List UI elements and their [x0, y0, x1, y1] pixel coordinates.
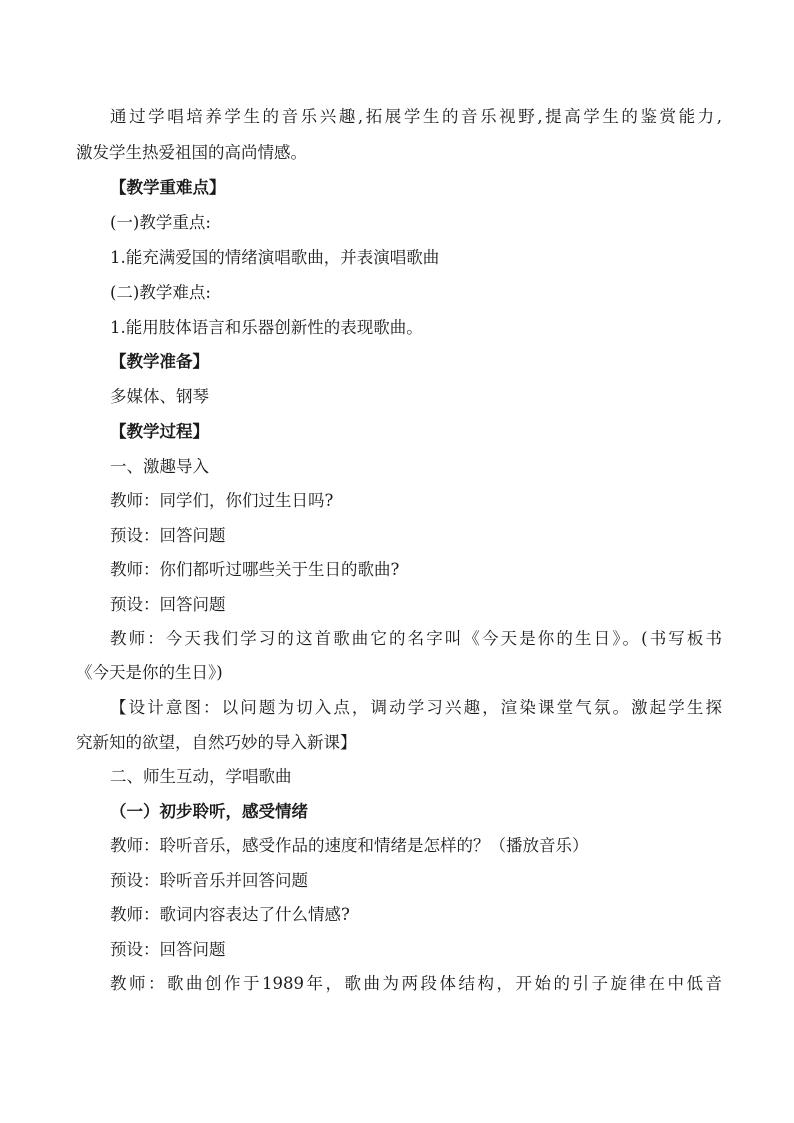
subheading: 一、激趣导入	[110, 457, 209, 476]
paragraph-line: 教师：同学们，你们过生日吗?	[110, 491, 334, 510]
section-heading: 【教学准备】	[110, 352, 209, 371]
paragraph-line: 《今天是你的生日》)	[76, 663, 223, 682]
design-intent-line: 【设计意图：以问题为切入点，调动学习兴趣，渲染课堂气氛。激起学生探	[110, 698, 722, 717]
paragraph-line: 教师：今天我们学习的这首歌曲它的名字叫《今天是你的生日》。(书写板书	[110, 629, 722, 648]
paragraph-line: 教师：聆听音乐，感受作品的速度和情绪是怎样的？（播放音乐）	[110, 836, 589, 855]
paragraph-line: 预设：聆听音乐并回答问题	[110, 871, 308, 890]
paragraph-line: 1.能用肢体语言和乐器创新性的表现歌曲。	[110, 318, 423, 337]
paragraph-line: 预设：回答问题	[110, 940, 226, 959]
paragraph-line: 激发学生热爱祖国的高尚情感。	[76, 143, 307, 162]
subheading: 二、师生互动，学唱歌曲	[110, 767, 292, 786]
subheading: (一)教学重点:	[110, 213, 211, 232]
paragraph-line: 教师：歌曲创作于1989年，歌曲为两段体结构，开始的引子旋律在中低音	[110, 974, 722, 993]
paragraph-line: 预设：回答问题	[110, 595, 226, 614]
section-heading: 【教学重难点】	[110, 178, 226, 197]
design-intent-line: 究新知的欲望，自然巧妙的导入新课】	[76, 733, 357, 752]
paragraph-line: 教师：歌词内容表达了什么情感?	[110, 905, 350, 924]
subheading-bold: （一）初步聆听，感受情绪	[110, 802, 308, 821]
paragraph-line: 1.能充满爱国的情绪演唱歌曲，并表演唱歌曲	[110, 248, 440, 267]
paragraph-line: 多媒体、钢琴	[110, 387, 209, 406]
paragraph-line: 预设：回答问题	[110, 526, 226, 545]
subheading: (二)教学难点:	[110, 283, 211, 302]
section-heading: 【教学过程】	[110, 422, 209, 441]
paragraph-line: 通过学唱培养学生的音乐兴趣,拓展学生的音乐视野,提高学生的鉴赏能力,	[110, 107, 722, 126]
paragraph-line: 教师：你们都听过哪些关于生日的歌曲?	[110, 560, 400, 579]
